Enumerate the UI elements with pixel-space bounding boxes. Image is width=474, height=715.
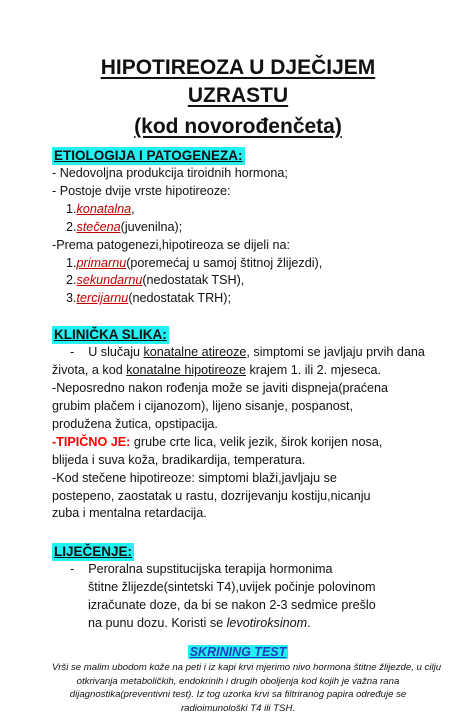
text-line: dijagnostika(preventivni test). Iz tog uzorka krvi sa filtriranog papira određuje se [69, 689, 407, 701]
text-line: postepeno, zaostatak u rastu, dozrijevanju kostiju,nicanju [52, 488, 371, 503]
text-line [52, 434, 424, 452]
text-line [52, 561, 424, 579]
text-line: zuba i mentalna retardacija. [52, 506, 207, 521]
section-heading-etiologija: ETIOLOGIJA I PATOGENEZA: [54, 148, 243, 163]
highlighted-term: konatalna [76, 201, 132, 216]
bullet-dash: - [70, 562, 75, 577]
text-line: -Kod stečene hipotireoze: simptomi blaži,javljaju se [52, 470, 337, 485]
bullet-dash: - [70, 345, 75, 360]
text-fragment: . [307, 616, 311, 631]
list-text: (nedostatak TSH), [142, 273, 245, 288]
list-item [52, 201, 424, 219]
list-item [52, 272, 424, 290]
text-line [52, 615, 424, 633]
page-subtitle: (kod novorođenčeta) [134, 115, 342, 138]
underlined-term: konatalne atireoze [143, 345, 247, 360]
text-fragment: grube crte lica, velik jezik, širok korijen nosa, [130, 434, 383, 449]
list-text: (nedostatak TRH); [128, 291, 231, 306]
text-line [52, 344, 424, 362]
text-fragment: na punu dozu. Koristi se [88, 616, 227, 631]
section-heading-lijecenje: LIJEČENJE: [54, 544, 133, 560]
list-number: 1. [66, 255, 77, 270]
text-line: radioimunološki T4 ili TSH. [180, 702, 296, 714]
text-fragment: , simptomi se javljaju prvih dana [246, 345, 425, 360]
drug-name: levotiroksinom [226, 616, 308, 631]
list-number: 2. [66, 273, 77, 288]
text-line: produžena žutica, opstipacija. [52, 416, 218, 431]
section-etiologija [52, 147, 424, 308]
list-number: 2. [66, 219, 77, 234]
list-text: (poremećaj u samoj štitnoj žlijezdi), [126, 255, 323, 270]
list-item [52, 255, 424, 273]
text-line: štitne žlijezde(sintetski T4),uvijek počinje polovinom [88, 580, 376, 595]
text-line: Vrši se malim ubodom kože na peti i iz kapi krvi mjerimo nivo hormona štitne žlijezde, u cilju [52, 661, 442, 673]
tipicno-label: -TIPIČNO JE: [52, 434, 131, 449]
text-fragment: U slučaju [88, 345, 144, 360]
text-line: -Neposredno nakon rođenja može se javiti dispneja(praćena [52, 381, 389, 396]
text-fragment: života, a kod [52, 363, 127, 378]
list-text: (juvenilna); [120, 219, 183, 234]
text-line [52, 362, 424, 380]
highlighted-term: primarnu [76, 255, 127, 270]
list-item [52, 290, 424, 308]
section-heading-klinicka: KLINIČKA SLIKA: [54, 327, 167, 343]
text-line: - Nedovoljna produkcija tiroidnih hormona; [52, 166, 288, 180]
list-text: , [131, 201, 135, 216]
highlighted-term: tercijarnu [76, 291, 129, 306]
list-number: 1. [66, 201, 77, 216]
section-lijecenje [52, 543, 424, 633]
text-line: grubim plačem i cijanozom), lijeno sisanje, pospanost, [52, 398, 353, 413]
text-fragment: krajem 1. ili 2. mjeseca. [245, 363, 382, 378]
highlighted-term: sekundarnu [76, 273, 143, 288]
underlined-term: konatalne hipotireoze [126, 363, 246, 378]
spacer [52, 308, 424, 320]
spacer [52, 523, 424, 535]
text-line: blijeda i suva koža, bradikardija, temperatura. [52, 452, 306, 467]
list-item [52, 219, 424, 237]
highlighted-term: stečena [76, 219, 121, 234]
text-line: otkrivanja metaboličkih, endokrinih i drugih obolјenja kod kojih je važna rana [76, 675, 400, 687]
text-line: -Prema patogenezi,hipotireoza se dijeli na: [52, 237, 291, 252]
page-title: HIPOTIREOZA U DJEČIJEM UZRASTU [100, 56, 376, 107]
section-klinicka-slika [52, 326, 424, 523]
text-line: izračunate doze, da bi se nakon 2-3 sedmice prešlo [88, 598, 376, 613]
list-number: 3. [66, 291, 77, 306]
section-heading-skrining: SKRINING TEST [189, 644, 287, 659]
text-line: - Postoje dvije vrste hipotireoze: [52, 183, 231, 198]
section-skrining [52, 643, 424, 661]
text-fragment: Peroralna supstitucijska terapija hormonima [88, 562, 333, 577]
